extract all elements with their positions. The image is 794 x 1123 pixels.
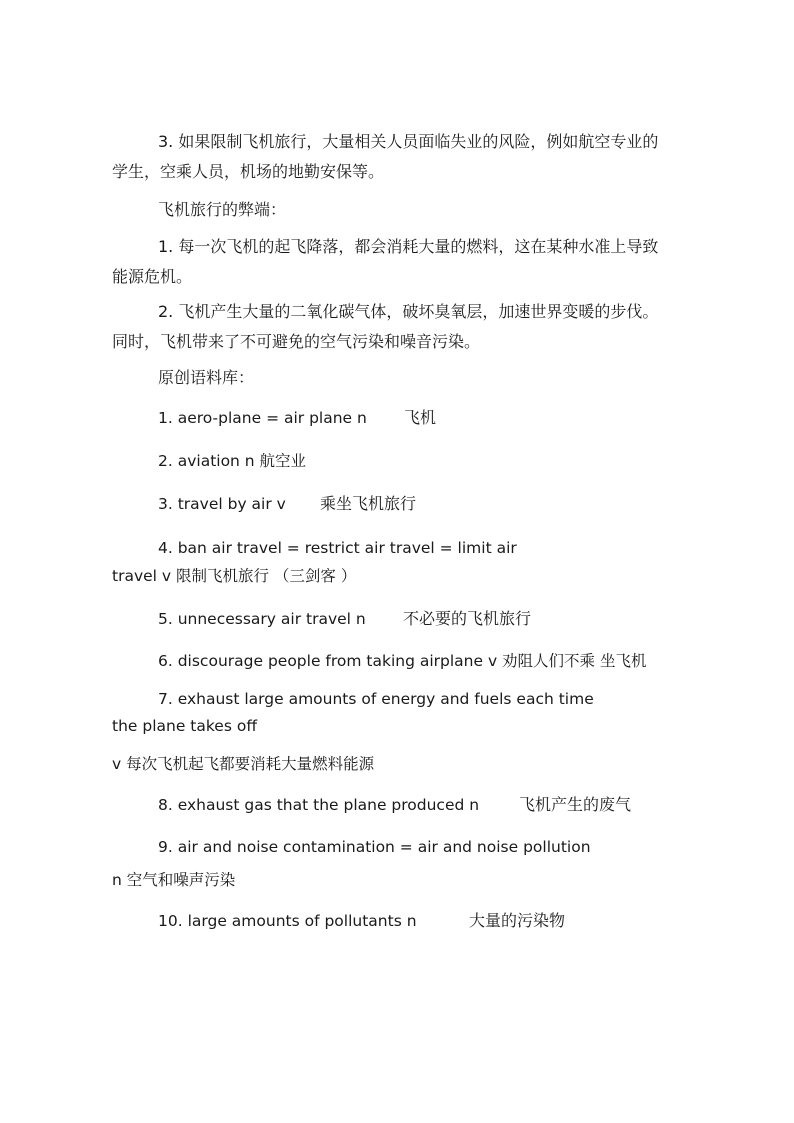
vocab-item-5: 5. unnecessary air travel n	[158, 610, 366, 628]
vocab-item-1: 1. aero-plane = air plane n	[158, 409, 367, 427]
vocab-item-4: 4. ban air travel = restrict air travel = limit air	[158, 539, 517, 557]
vocab-item-4-continued: travel v 限制飞机旅行 （三剑客 ）	[112, 567, 357, 585]
vocab-item-3: 3. travel by air v	[158, 495, 286, 513]
vocab-gloss-5: 不必要的飞机旅行	[403, 609, 532, 628]
vocab-item-9: 9. air and noise contamination = air and noise pollution	[158, 838, 591, 856]
paragraph-pollution: 2. 飞机产生大量的二氧化碳气体，破坏臭氧层，加速世界变暖的步伐。同时，飞机带来了不可避免的空气污染和噪音污染。	[112, 302, 659, 351]
paragraph-energy-crisis: 1. 每一次飞机的起飞降落，都会消耗大量的燃料，这在某种水准上导致能源危机。	[112, 237, 659, 286]
vocab-gloss-3: 乘坐飞机旅行	[320, 494, 417, 513]
vocab-item-9-continued: n 空气和噪声污染	[112, 871, 236, 889]
vocab-gloss-10: 大量的污染物	[469, 911, 566, 930]
vocab-gloss-1: 飞机	[404, 408, 437, 427]
heading-corpus: 原创语料库：	[158, 368, 255, 387]
vocab-item-2: 2. aviation n 航空业	[158, 452, 307, 470]
vocab-gloss-8: 飞机产生的废气	[519, 795, 632, 814]
heading-disadvantages: 飞机旅行的弊端：	[158, 200, 287, 219]
paragraph-job-risk: 3. 如果限制飞机旅行，大量相关人员面临失业的风险，例如航空专业的学生，空乘人员，机场的地勤安保等。	[112, 132, 659, 181]
vocab-item-7-continued: the plane takes off	[112, 717, 257, 735]
vocab-item-6: 6. discourage people from taking airplane v 劝阻人们不乘 坐飞机	[158, 652, 647, 670]
vocab-item-10: 10. large amounts of pollutants n	[158, 912, 417, 930]
vocab-item-7-gloss: v 每次飞机起飞都要消耗大量燃料能源	[112, 755, 375, 773]
vocab-item-8: 8. exhaust gas that the plane produced n	[158, 796, 480, 814]
vocab-item-7: 7. exhaust large amounts of energy and fuels each time	[158, 690, 594, 708]
